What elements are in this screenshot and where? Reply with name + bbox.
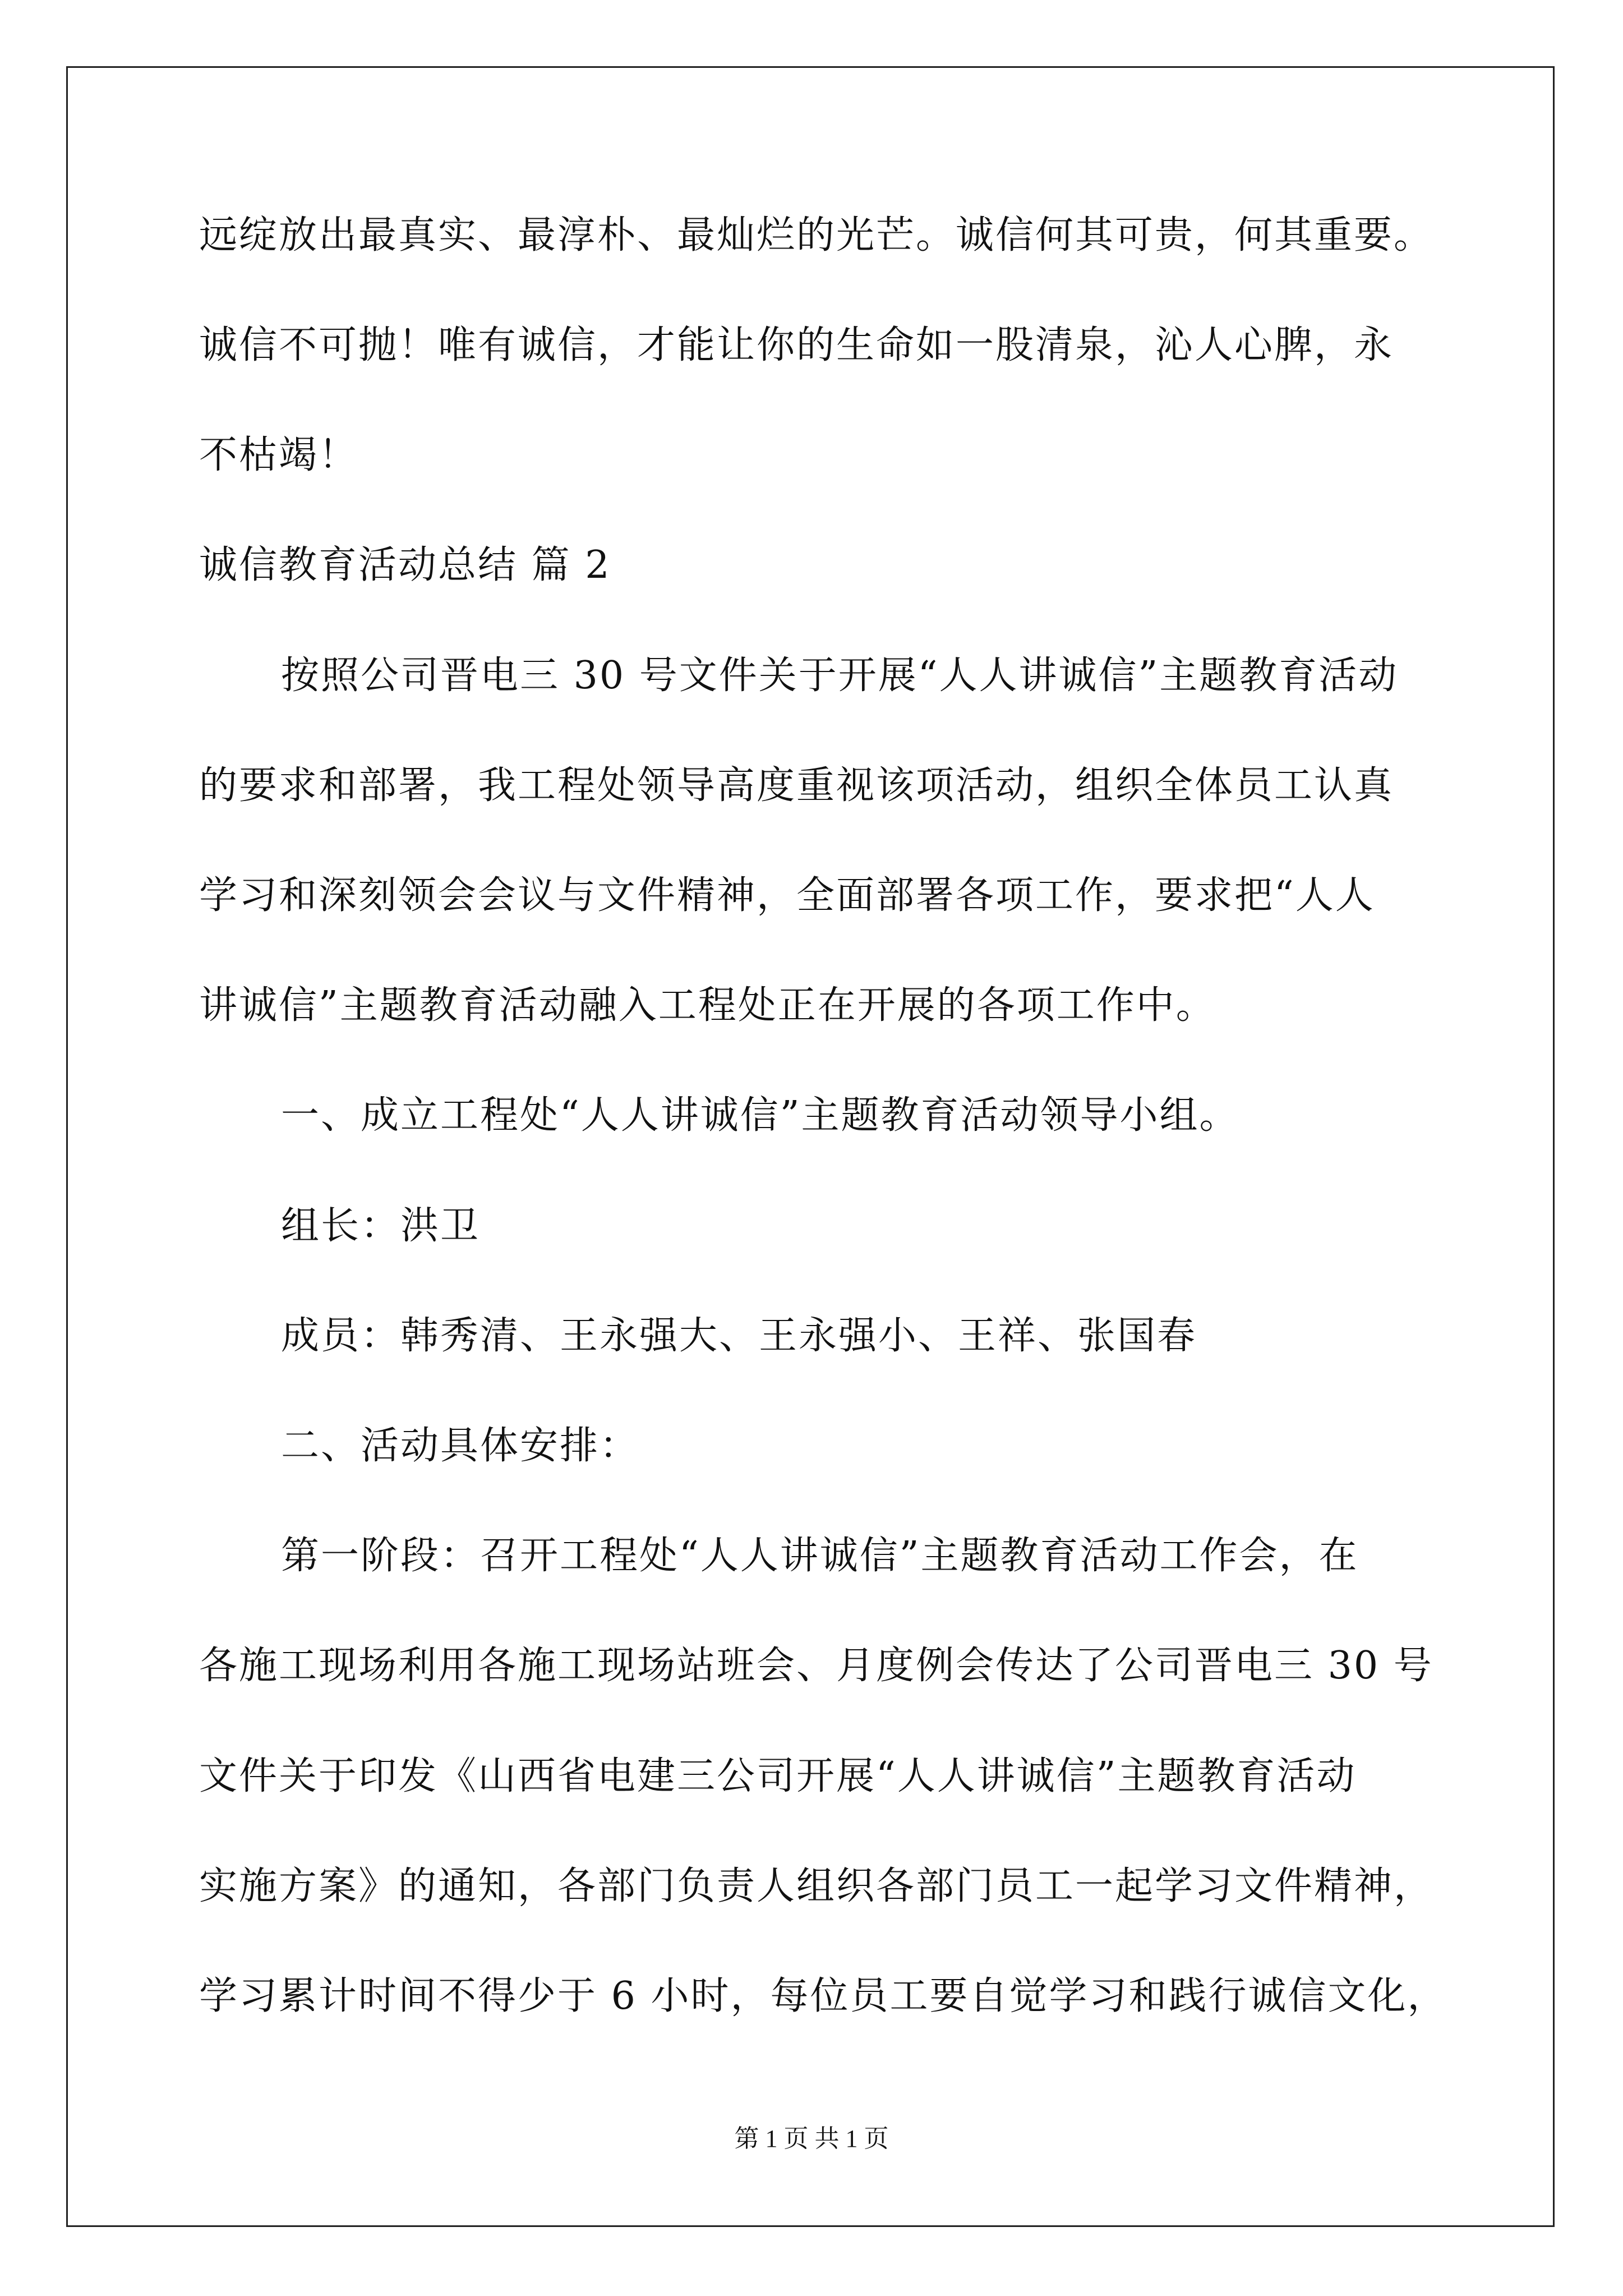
paragraph-line: 诚信不可抛！唯有诚信，才能让你的生命如一股清泉，沁人心脾，永 [199,323,1394,367]
paragraph-line: 组长：洪卫 [281,1204,481,1248]
paragraph-line: 实施方案》的通知，各部门负责人组织各部门员工一起学习文件精神， [199,1864,1434,1908]
paragraph-line: 各施工现场利用各施工现场站班会、月度例会传达了公司晋电三 30 号 [199,1644,1433,1688]
paragraph-line: 学习和深刻领会会议与文件精神，全面部署各项工作，要求把“人人 [199,873,1375,918]
paragraph-line: 第一阶段：召开工程处“人人讲诚信”主题教育活动工作会，在 [281,1534,1359,1578]
page-footer: 第 1 页 共 1 页 [734,2125,889,2152]
section-heading: 诚信教育活动总结 篇 2 [199,543,611,587]
paragraph-line: 学习累计时间不得少于 6 小时，每位员工要自觉学习和践行诚信文化， [199,1974,1447,2018]
paragraph-line: 按照公司晋电三 30 号文件关于开展“人人讲诚信”主题教育活动 [281,654,1399,698]
paragraph-line: 远绽放出最真实、最淳朴、最灿烂的光芒。诚信何其可贵，何其重要。 [199,213,1434,257]
paragraph-line: 不枯竭！ [199,433,359,477]
list-heading: 一、成立工程处“人人讲诚信”主题教育活动领导小组。 [281,1093,1239,1138]
paragraph-line: 文件关于印发《山西省电建三公司开展“人人讲诚信”主题教育活动 [199,1754,1357,1798]
list-heading: 二、活动具体安排： [281,1424,640,1468]
paragraph-line: 成员：韩秀清、王永强大、王永强小、王祥、张国春 [281,1314,1197,1358]
paragraph-line: 的要求和部署，我工程处领导高度重视该项活动，组织全体员工认真 [199,763,1394,808]
paragraph-line: 讲诚信”主题教育活动融入工程处正在开展的各项工作中。 [199,983,1216,1028]
